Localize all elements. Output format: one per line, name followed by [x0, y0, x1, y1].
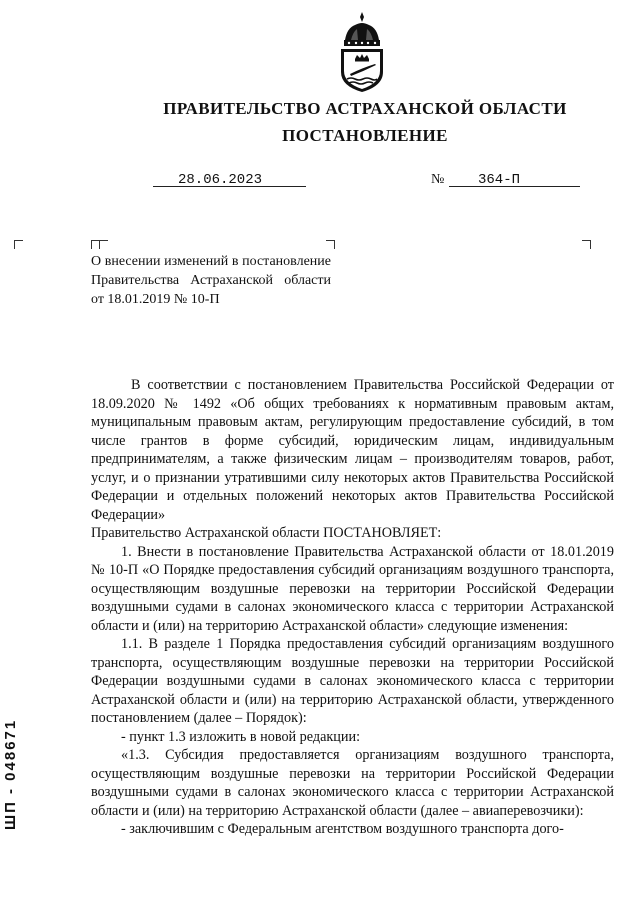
quote-paragraph-1-3: «1.3. Субсидия предоставляется организациям воздушного транспорта, осуществляющим воздушные перевозки на территории Российской Федерации воздушными судами в салонах экономического класса с территории Астраханской области и (или) на территорию Астраханской области (далее – авиаперевозчики):	[91, 747, 614, 819]
side-serial-stamp: ШП - 048671	[2, 718, 19, 830]
document-number: 364-П	[478, 172, 521, 188]
document-body	[91, 376, 614, 839]
resolves-paragraph: Правительство Астраханской области ПОСТАНОВЛЯЕТ:	[91, 525, 442, 541]
document-subject: О внесении изменений в постановление Правительства Астраханской области от 18.01.2019 № 10-П	[91, 254, 331, 307]
bullet-paragraph-1: - пункт 1.3 изложить в новой редакции:	[121, 728, 361, 745]
number-sign: №	[431, 172, 445, 187]
corner-mark-right	[582, 240, 591, 249]
corner-mark-subject-right	[326, 240, 335, 249]
preamble-paragraph: В соответствии с постановлением Правительства Российской Федерации от 18.09.2020 № 1492 «Об общих требованиях к нормативным правовым актам, муниципальным правовым актам, регулирующим предоставление субсидий, в том числе грантов в форме субсидий, юридическим лицам, индивидуальным предпринимателям, а также физическим лицам – производителям товаров, работ, услуг, и о признании утратившими силу некоторых актов Правительства Российской Федерации и отдельных положений некоторых актов Правительства Российской Федерации»	[91, 377, 614, 523]
corner-mark-subject-left-2	[99, 240, 108, 249]
date-underline	[153, 186, 306, 187]
document-date: 28.06.2023	[178, 172, 263, 188]
corner-mark-left	[14, 240, 23, 249]
document-kind: ПОСТАНОВЛЕНИЕ	[282, 126, 448, 145]
item-1-1-paragraph: 1.1. В разделе 1 Порядка предоставления субсидий организациям воздушного транспорта, осуществляющим воздушные перевозки на территории Российской Федерации воздушными судами в салонах экономического класса с территории Астраханской области и (или) на территорию Астраханской области, утвержденного постановлением (далее – Порядок):	[91, 636, 614, 726]
bullet-paragraph-2: - заключившим с Федеральным агентством воздушного транспорта дого-	[121, 821, 564, 837]
item-1-paragraph: 1. Внести в постановление Правительства Астраханской области от 18.01.2019 № 10-П «О Порядке предоставления субсидий организациям воздушного транспорта, осуществляющим воздушные перевозки на территории Российской Федерации воздушными судами в салонах экономического класса с территории Астраханской области и (или) на территорию Астраханской области» следующие изменения:	[91, 543, 614, 634]
organization-name: ПРАВИТЕЛЬСТВО АСТРАХАНСКОЙ ОБЛАСТИ	[163, 99, 567, 118]
coat-of-arms-emblem	[333, 10, 391, 94]
number-underline	[449, 186, 580, 187]
